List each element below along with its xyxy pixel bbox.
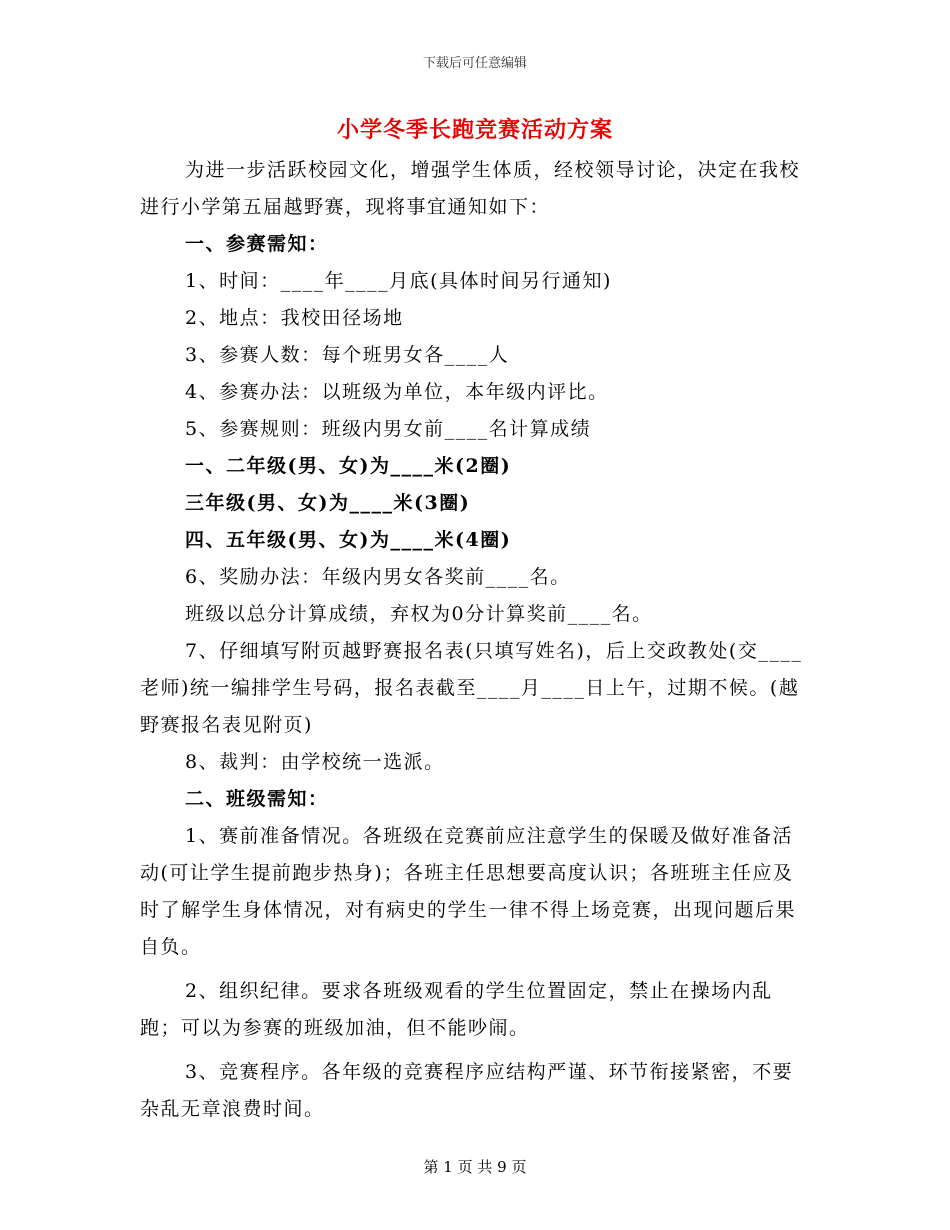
list-item-referee: 8、裁判：由学校统一选派。 [185,751,445,773]
page-footer: 第 1 页 共 9 页 [423,1158,527,1176]
section-heading-class: 二、班级需知： [185,788,329,810]
class-item-procedure: 3、竞赛程序。各年级的竞赛程序应结构严谨、环节衔接紧密，不要杂乱无章浪费时间。 [140,1061,794,1120]
section-heading-participation: 一、参赛需知： [185,233,329,255]
list-item-awards: 6、奖励办法：年级内男女各奖前____名。 [185,566,571,588]
distance-grade-4-5: 四、五年级(男、女)为____米(4圈) [185,529,512,551]
intro-paragraph: 为进一步活跃校园文化，增强学生体质，经校领导讨论，决定在我校进行小学第五届越野赛，现将事宜通知如下： [140,159,801,218]
list-item-time: 1、时间：____年____月底(具体时间另行通知) [185,270,612,292]
list-item-rules: 5、参赛规则：班级内男女前____名计算成绩 [185,418,592,440]
list-item-method: 4、参赛办法：以班级为单位，本年级内评比。 [185,381,609,403]
class-item-discipline: 2、组织纪律。要求各班级观看的学生位置固定，禁止在操场内乱跑；可以为参赛的班级加油，但不能吵闹。 [140,980,773,1039]
list-item-participants: 3、参赛人数：每个班男女各____人 [185,344,510,366]
list-item-registration: 7、仔细填写附页越野赛报名表(只填写姓名)，后上交政教处(交____老师)统一编排学生号码，报名表截至____月____日上午，过期不候。(越野赛报名表见附页) [140,640,803,736]
awards-class-note: 班级以总分计算成绩，弃权为0分计算奖前____名。 [185,603,653,625]
document-body [140,152,812,1128]
distance-grade-3: 三年级(男、女)为____米(3圈) [185,492,471,514]
page-header: 下载后可任意编辑 [422,56,527,71]
distance-grade-1-2: 一、二年级(男、女)为____米(2圈) [185,455,512,477]
list-item-location: 2、地点：我校田径场地 [185,307,404,329]
document-title: 小学冬季长跑竞赛活动方案 [336,117,613,143]
class-item-preparation: 1、赛前准备情况。各班级在竞赛前应注意学生的保暖及做好准备活动(可让学生提前跑步热身)；各班主任思想要高度认识；各班班主任应及时了解学生身体情况，对有病史的学生一律不得上场竞赛，出现问题后果自负。 [140,825,797,958]
